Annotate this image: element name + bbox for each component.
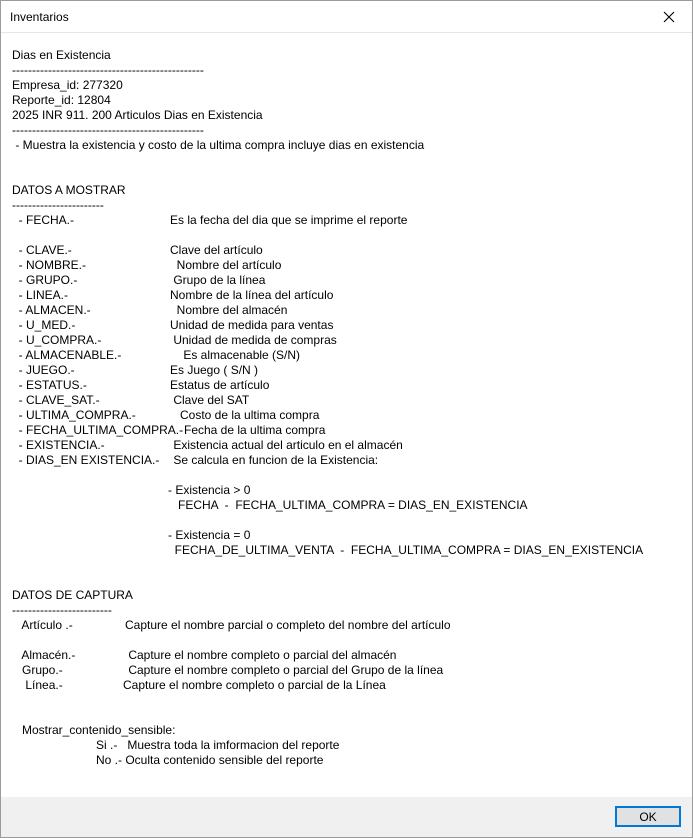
capture-field-name: Grupo.- <box>12 663 63 677</box>
field-desc: Grupo de la línea <box>170 273 266 287</box>
field-name: - ULTIMA_COMPRA.- <box>12 408 136 422</box>
field-name: - FECHA.- <box>12 213 74 227</box>
reporte-id: Reporte_id: 12804 <box>12 93 111 107</box>
field-name: - DIAS_EN EXISTENCIA.- <box>12 453 160 467</box>
field-desc: Es la fecha del dia que se imprime el reporte <box>170 213 408 227</box>
field-desc: Nombre del almacén <box>170 303 288 317</box>
field-name: - CLAVE.- <box>12 243 72 257</box>
field-desc: Estatus de artículo <box>170 378 270 392</box>
capture-field-desc: Capture el nombre parcial o completo del nombre del artículo <box>125 618 451 632</box>
field-desc: Unidad de medida de compras <box>170 333 337 347</box>
title-bar[interactable] <box>1 1 692 32</box>
close-icon <box>663 11 675 23</box>
calc-condition: - Existencia = 0 <box>168 528 251 542</box>
capture-field-desc: Capture el nombre completo o parcial del Grupo de la línea <box>125 663 444 677</box>
captura-heading: DATOS DE CAPTURA <box>12 588 133 602</box>
sensible-option-no: No .- Oculta contenido sensible del reporte <box>96 753 324 767</box>
window-title: Inventarios <box>10 10 69 24</box>
field-name: - ESTATUS.- <box>12 378 87 392</box>
mostrar-separator: ----------------------- <box>12 198 104 212</box>
field-name: - EXISTENCIA.- <box>12 438 105 452</box>
ok-button[interactable]: OK <box>615 806 681 827</box>
field-name: - FECHA_ULTIMA_COMPRA.- <box>12 423 184 437</box>
field-desc: Costo de la ultima compra <box>170 408 320 422</box>
report-description: - Muestra la existencia y costo de la ultima compra incluye dias en existencia <box>12 138 425 152</box>
capture-field-desc: Capture el nombre completo o parcial del almacén <box>125 648 397 662</box>
field-name: - U_MED.- <box>12 318 76 332</box>
field-desc: Nombre del artículo <box>170 258 282 272</box>
sensible-option-si: Si .- Muestra toda la imformacion del reporte <box>96 738 340 752</box>
field-desc: Clave del SAT <box>170 393 250 407</box>
calc-formula: FECHA - FECHA_ULTIMA_COMPRA = DIAS_EN_EXISTENCIA <box>168 498 528 512</box>
report-name: 2025 INR 911. 200 Articulos Dias en Existencia <box>12 108 263 122</box>
capture-field-name: Almacén.- <box>12 648 76 662</box>
field-desc: Existencia actual del articulo en el almacén <box>170 438 403 452</box>
separator: ------------------------------------------------ <box>12 63 204 77</box>
field-name: - GRUPO.- <box>12 273 78 287</box>
sensible-label: Mostrar_contenido_sensible: <box>12 723 176 737</box>
field-desc: Unidad de medida para ventas <box>170 318 334 332</box>
capture-field-name: Artículo .- <box>12 618 73 632</box>
captura-separator: ------------------------- <box>12 603 112 617</box>
field-name: - U_COMPRA.- <box>12 333 102 347</box>
field-desc: Fecha de la ultima compra <box>184 423 326 437</box>
separator: ------------------------------------------------ <box>12 123 204 137</box>
field-name: - CLAVE_SAT.- <box>12 393 100 407</box>
field-name: - ALMACEN.- <box>12 303 91 317</box>
empresa-id: Empresa_id: 277320 <box>12 78 123 92</box>
field-desc: Es Juego ( S/N ) <box>170 363 259 377</box>
close-button[interactable] <box>646 1 692 32</box>
mostrar-heading: DATOS A MOSTRAR <box>12 183 126 197</box>
calc-condition: - Existencia > 0 <box>168 483 251 497</box>
capture-field-name: Línea.- <box>12 678 63 692</box>
capture-field-desc: Capture el nombre completo o parcial de la Línea <box>123 678 386 692</box>
field-name: - JUEGO.- <box>12 363 75 377</box>
report-title: Dias en Existencia <box>12 48 111 62</box>
field-name: - ALMACENABLE.- <box>12 348 122 362</box>
field-desc: Clave del artículo <box>170 243 263 257</box>
report-info-text <box>1 32 692 798</box>
field-desc: Nombre de la línea del artículo <box>170 288 334 302</box>
field-desc: Es almacenable (S/N) <box>170 348 301 362</box>
field-desc: Se calcula en funcion de la Existencia: <box>170 453 379 467</box>
field-name: - LINEA.- <box>12 288 69 302</box>
calc-formula: FECHA_DE_ULTIMA_VENTA - FECHA_ULTIMA_COMPRA = DIAS_EN_EXISTENCIA <box>168 543 644 557</box>
field-name: - NOMBRE.- <box>12 258 86 272</box>
dialog-footer <box>1 797 692 837</box>
